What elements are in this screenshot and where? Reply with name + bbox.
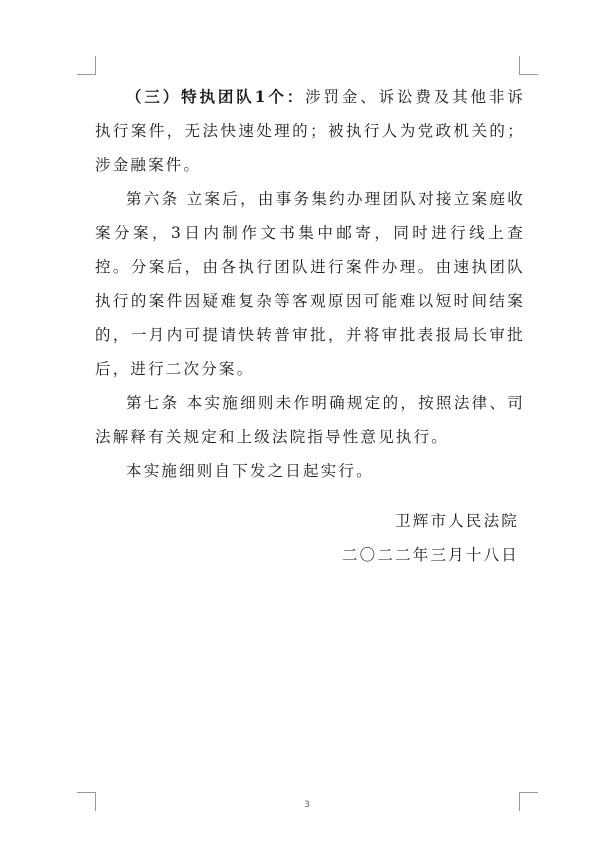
paragraph-lead-bold: （三）特执团队1个： <box>126 87 306 106</box>
signature-block <box>342 504 519 572</box>
crop-mark-top-right <box>519 56 538 75</box>
paragraph-effective: 本实施细则自下发之日起实行。 <box>126 462 374 480</box>
paragraph-article-6: 第六条 立案后，由事务集约办理团队对接立案庭收案分案，3日内制作文书集中邮寄，同时进行线上查控。分案后，由各执行团队进行案件办理。由速执团队执行的案件因疑难复杂等客观原因可能难以短时间结案的，一月内可提请快转普审批，并将审批表报局长审批后，进行二次分案。 <box>95 190 525 378</box>
signature-date: 二〇二二年三月十八日 <box>341 546 519 564</box>
paragraph-special-team <box>95 80 525 182</box>
document-body <box>95 80 525 488</box>
page-number: 3 <box>304 800 310 810</box>
crop-mark-top-left <box>77 56 96 75</box>
signature-organization: 卫辉市人民法院 <box>395 512 519 530</box>
paragraph-text: 涉罚金、诉讼费及其他非诉执行案件，无法快速处理的；被执行人为党政机关的；涉金融案件。 <box>95 88 525 174</box>
paragraph-article-7: 第七条 本实施细则未作明确规定的，按照法律、司法解释有关规定和上级法院指导性意见执行。 <box>95 394 525 446</box>
